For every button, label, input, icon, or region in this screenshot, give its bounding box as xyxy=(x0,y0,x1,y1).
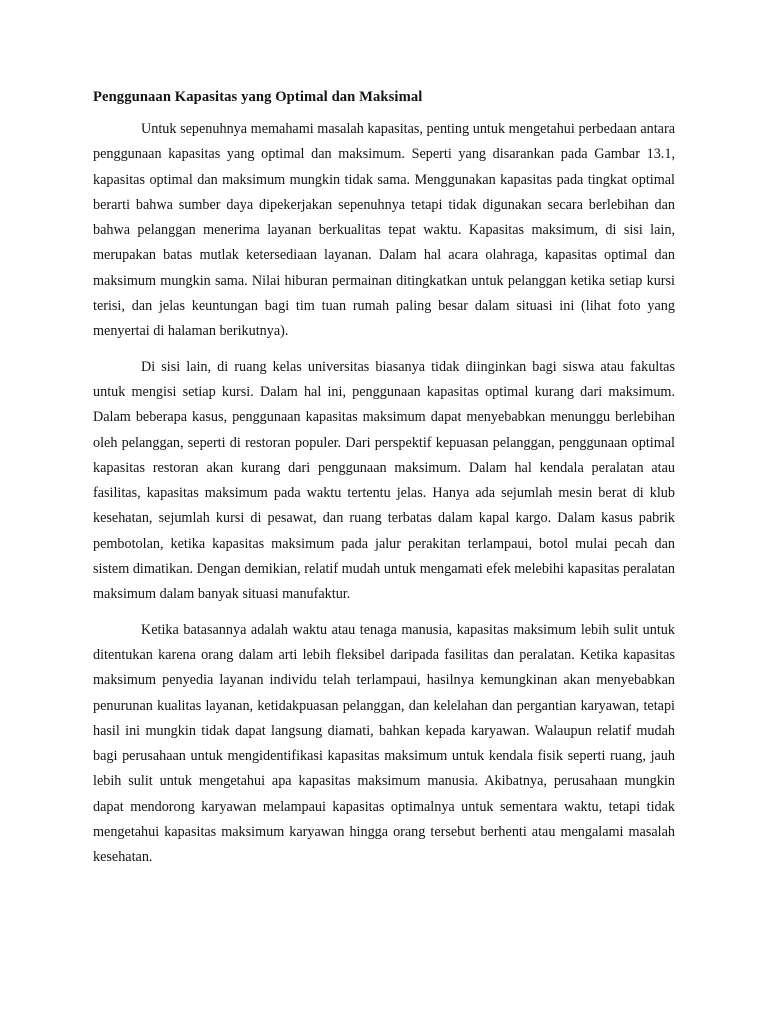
document-title: Penggunaan Kapasitas yang Optimal dan Maksimal xyxy=(93,89,423,105)
paragraph-3: Ketika batasannya adalah waktu atau tenaga manusia, kapasitas maksimum lebih sulit untuk ditentukan karena orang dalam arti lebih fleksibel daripada fasilitas dan peralatan. Ketika kapasitas maksimum penyedia layanan individu telah terlampaui, hasilnya kemungkinan akan menyebabkan penurunan kualitas layanan, ketidakpuasan pelanggan, dan kelelahan dan pergantian karyawan, tetapi hasil ini mungkin tidak dapat langsung diamati, bahkan kepada karyawan. Walaupun relatif mudah bagi perusahaan untuk mengidentifikasi kapasitas maksimum untuk kendala fisik seperti ruang, jauh lebih sulit untuk mengetahui apa kapasitas maksimum manusia. Akibatnya, perusahaan mungkin dapat mendorong karyawan melampaui kapasitas optimalnya untuk sementara waktu, tetapi tidak mengetahui kapasitas maksimum karyawan hingga orang tersebut berhenti atau mengalami masalah kesehatan. xyxy=(93,621,675,866)
paragraph-2: Di sisi lain, di ruang kelas universitas biasanya tidak diinginkan bagi siswa atau fakultas untuk mengisi setiap kursi. Dalam hal ini, penggunaan kapasitas optimal kurang dari maksimum. Dalam beberapa kasus, penggunaan kapasitas maksimum dapat menyebabkan menunggu berlebihan oleh pelanggan, seperti di restoran populer. Dari perspektif kepuasan pelanggan, penggunaan optimal kapasitas restoran akan kurang dari penggunaan maksimum. Dalam hal kendala peralatan atau fasilitas, kapasitas maksimum pada waktu tertentu jelas. Hanya ada sejumlah mesin berat di klub kesehatan, sejumlah kursi di pesawat, dan ruang terbatas dalam kapal kargo. Dalam kasus pabrik pembotolan, ketika kapasitas maksimum pada jalur perakitan terlampaui, botol mulai pecah dan sistem dimatikan. Dengan demikian, relatif mudah untuk mengamati efek melebihi kapasitas peralatan maksimum dalam banyak situasi manufaktur. xyxy=(93,358,675,603)
paragraph-1: Untuk sepenuhnya memahami masalah kapasitas, penting untuk mengetahui perbedaan antara penggunaan kapasitas yang optimal dan maksimum. Seperti yang disarankan pada Gambar 13.1, kapasitas optimal dan maksimum mungkin tidak sama. Menggunakan kapasitas pada tingkat optimal berarti bahwa sumber daya dipekerjakan sepenuhnya tetapi tidak digunakan secara berlebihan dan bahwa pelanggan menerima layanan berkualitas tepat waktu. Kapasitas maksimum, di sisi lain, merupakan batas mutlak ketersediaan layanan. Dalam hal acara olahraga, kapasitas optimal dan maksimum mungkin sama. Nilai hiburan permainan ditingkatkan untuk pelanggan ketika setiap kursi terisi, dan jelas keuntungan bagi tim tuan rumah paling besar dalam situasi ini (lihat foto yang menyertai di halaman berikutnya). xyxy=(93,121,675,340)
